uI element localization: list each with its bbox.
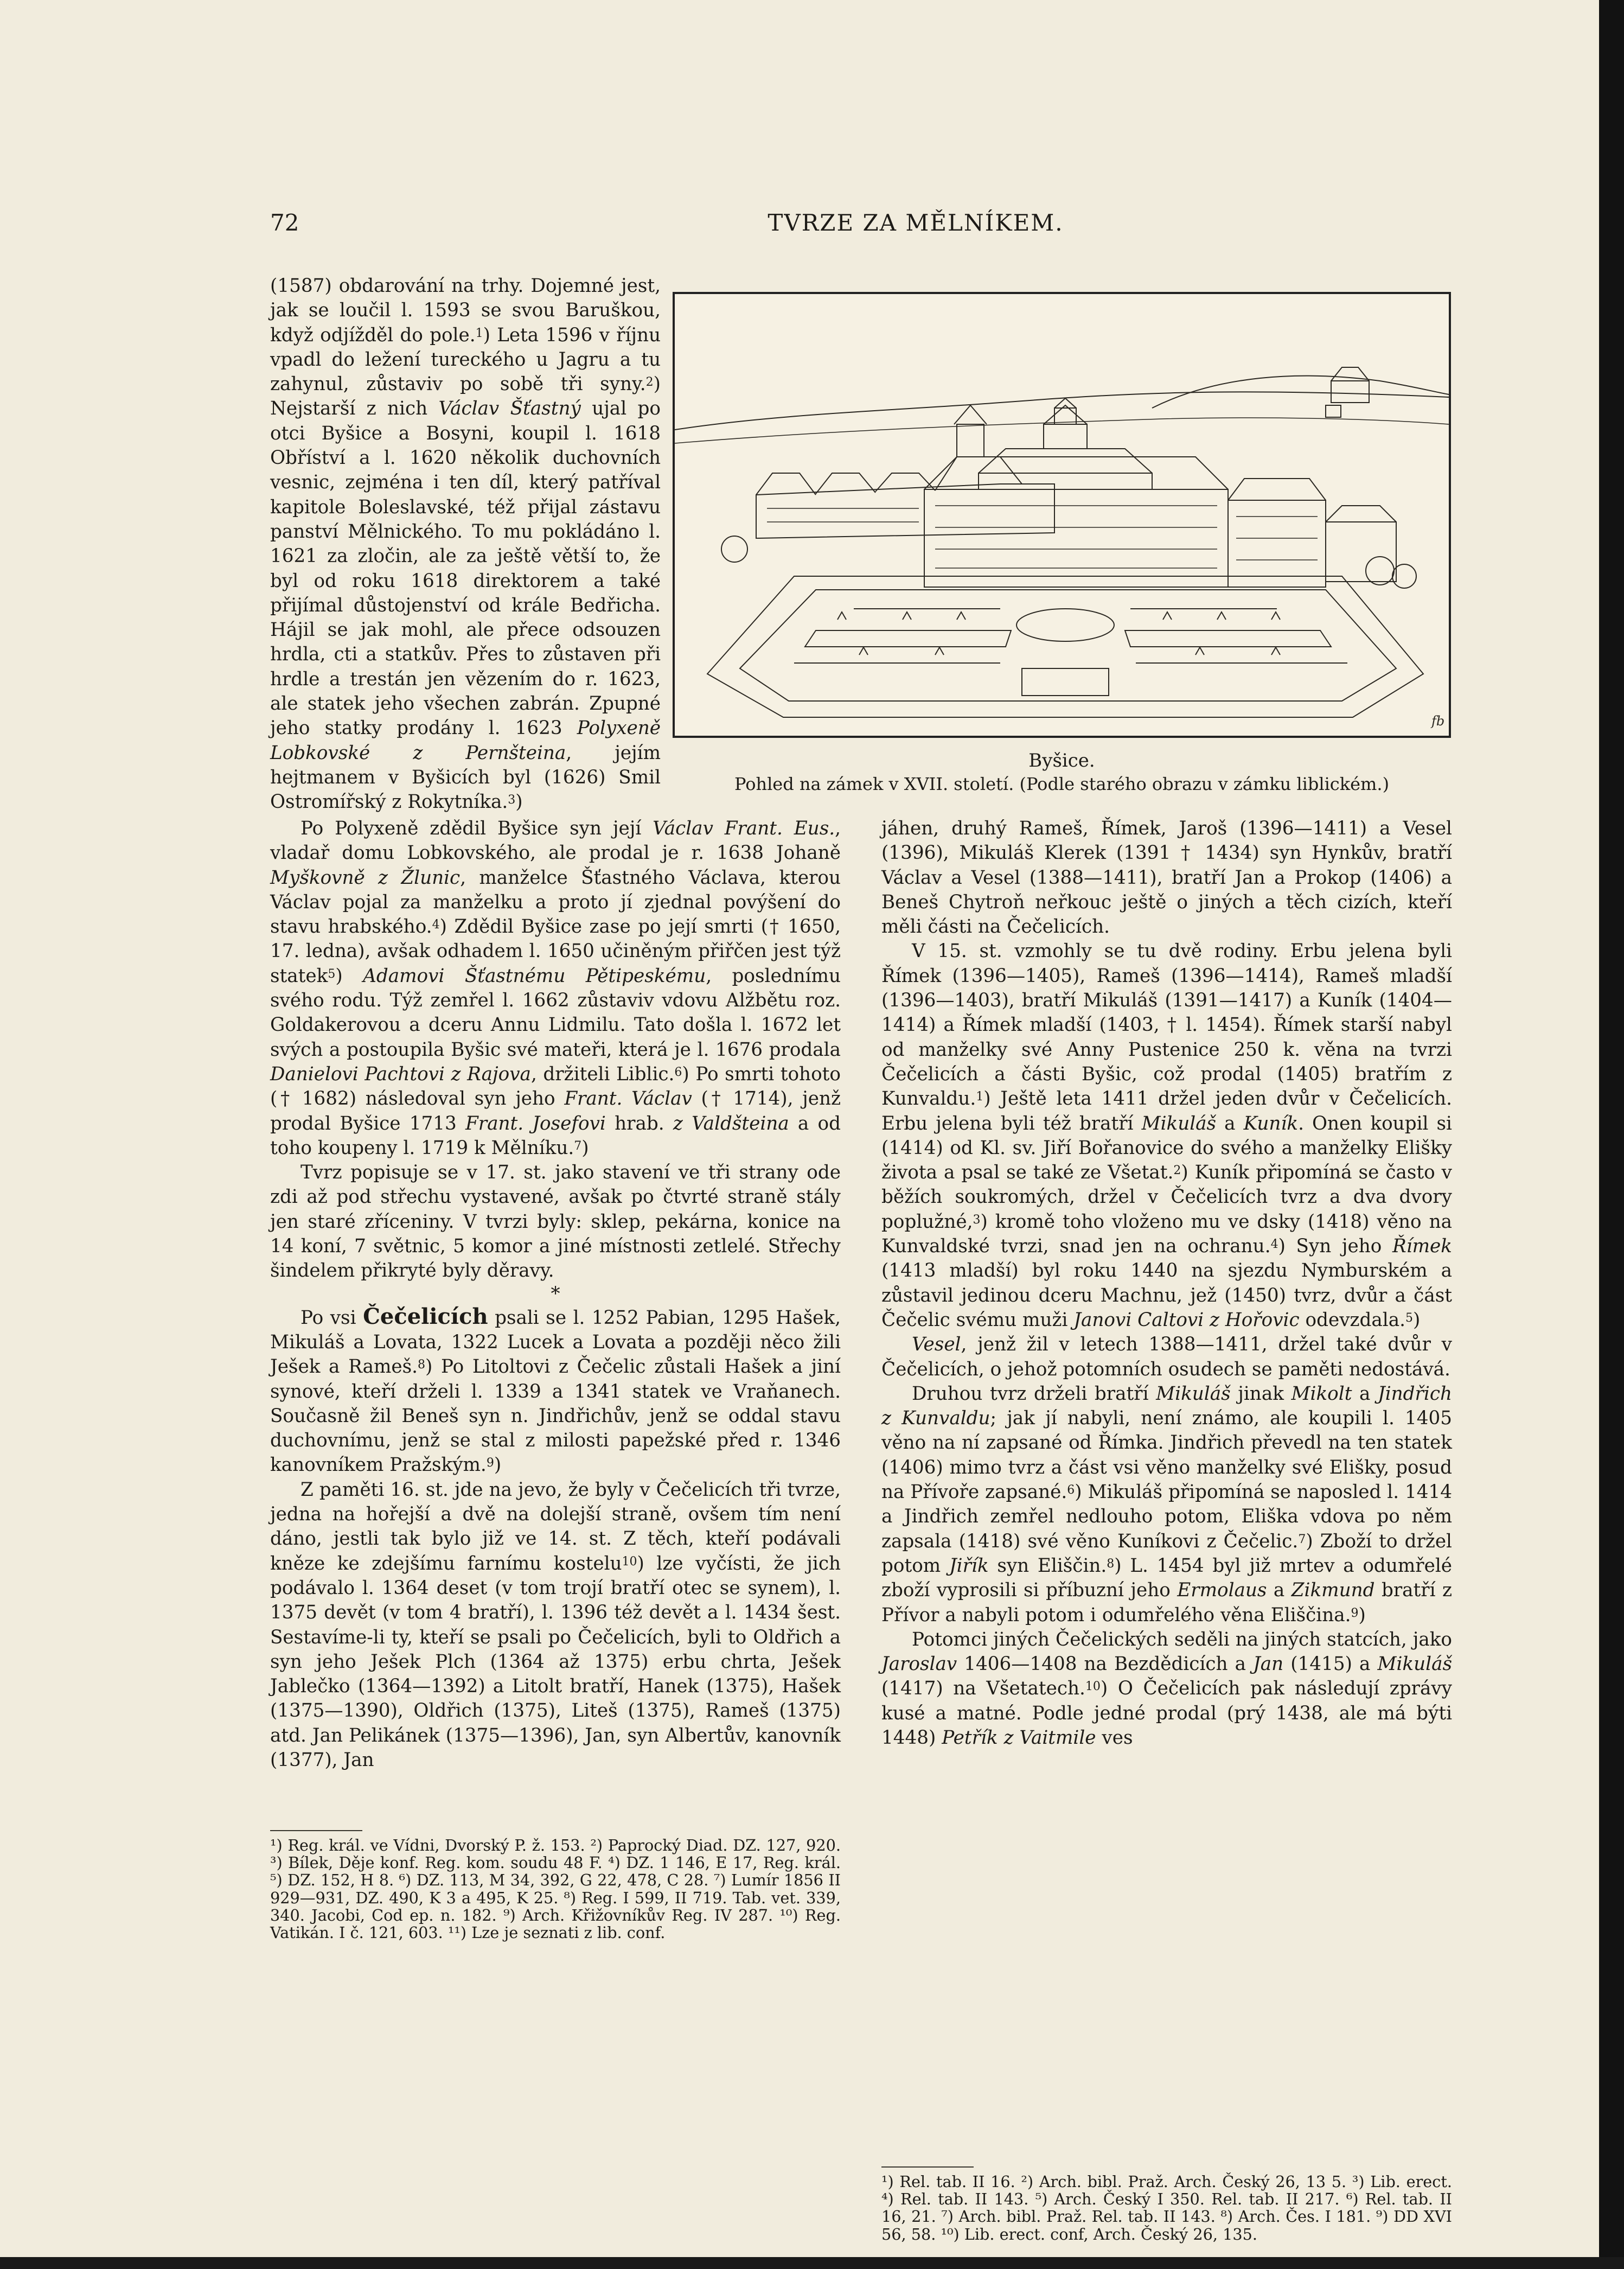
footnote-rule: [270, 1830, 362, 1831]
footnotes-right: ¹) Rel. tab. II 16. ²) Arch. bibl. Praž. Arch. Český 26, 13 5. ³) Lib. erect. ⁴) Rel. tab. II 143. ⁵) Arch. Český I 350. Rel. tab. II 217. ⁶) Rel. tab. II 16, 21. ⁷) Arch. bibl. Praž. Rel. tab. II 143. ⁸) Arch. Čes. I 181. ⁹) DD XVI 56, 58. ¹⁰) Lib. erect. conf, Arch. Český 26, 135.: [881, 2172, 1452, 2243]
figure-signature: fb: [1431, 713, 1445, 729]
paragraph: Druhou tvrz drželi bratří Mikuláš jinak Mikolt a Jindřich z Kunvaldu; jak jí nabyli, není známo, ale koupili l. 1405 věno na ní zapsané od Římka. Jindřich převedl na ten statek (1406) mimo tvrz a část vsi věno manželky své Elišky, posud na Přívoře zapsané.$^6$) Mikuláš připomíná se naposled l. 1414 a Jindřich zemřel nedlouho potom, Eliška vdova po něm zapsala (1418) své věno Kuníkovi z Čečelic.$^7$) Zboží to držel potom Jiřík syn Eliščin.$^8$) L. 1454 byl již mrtev a odumřelé zboží vyprosili si příbuzní jeho Ermolaus a Zikmund bratří z Přívor a nabyli potom i odumřelého věna Eliščina.$^9$): [881, 1382, 1453, 1626]
person-name: Václav Šťastný: [438, 398, 581, 420]
paragraph: Z paměti 16. st. jde na jevo, že byly v Čečelicích tři tvrze, jedna na hořejší a dvě na dolejší straně, ovšem tím není dáno, jestli tak bylo již ve 14. st. Z těch, kteří podávali kněze ke zdejšímu farnímu kostelu$^{10}$) lze vyčísti, že jich podávalo l. 1364 deset (v tom trojí bratří otec se synem), l. 1375 devět (v tom 4 bratří), l. 1396 též devět a l. 1434 šest. Sestavíme-li ty, kteří se psali po Čečelicích, byli to Oldřich a syn jeho Ješek Plch (1364 až 1375) erbu chrta, Ješek Jablečko (1364—1392) a Litolt bratří, Hanek (1375), Hašek (1375—1390), Oldřich (1375), Liteš (1375), Rameš (1375) atd. Jan Pelikánek (1375—1396), Jan, syn Albertův, kanovník (1377), Jan: [270, 1478, 841, 1771]
castle-engraving-icon: [675, 294, 1449, 736]
section-divider: *: [551, 1283, 560, 1305]
figure-caption: Pohled na zámek v XVII. století. (Podle starého obrazu v zámku liblickém.): [734, 774, 1390, 794]
paragraph: Po Polyxeně zdědil Byšice syn její Václav Frant. Eus., vladař domu Lobkovského, ale prodal je r. 1638 Johaně Myškovně z Žlunic, manželce Šťastného Václava, kterou Václav pojal za manželku a proto jí zjednal povýšení do stavu hrabského.$^4$) Zdědil Byšice zase po její smrti († 1650, 17. ledna), avšak odhadem l. 1650 učiněným přiřčen jest týž statek$^5$) Adamovi Šťastnému Pětipeskému, poslednímu svého rodu. Týž zemřel l. 1662 zůstaviv vdovu Alžbětu roz. Goldakerovou a dceru Annu Lidmilu. Tato došla l. 1672 let svých a postoupila Byšic své mateři, která je l. 1676 prodala Danielovi Pachtovi z Rajova, držiteli Liblic.$^6$) Po smrti tohoto († 1682) následoval syn jeho Frant. Václav († 1714), jenž prodal Byšice 1713 Frant. Josefovi hrab. z Valdšteina a od toho koupeny l. 1719 k Mělníku.$^7$): [270, 818, 841, 1159]
footnotes-left: ¹) Reg. král. ve Vídni, Dvorský P. ž. 153. ²) Paprocký Diad. DZ. 127, 920. ³) Bílek, Děje konf. Reg. kom. soudu 48 F. ⁴) DZ. 1 146, E 17, Reg. král. ⁵) DZ. 152, H 8. ⁶) DZ. 113, M 34, 392, G 22, 478, C 28. ⁷) Lumír 1856 II 929—931, DZ. 490, K 3 a 495, K 25. ⁸) Reg. I 599, II 719. Tab. vet. 339, 340. Jacobi, Cod ep. n. 182. ⁹) Arch. Křižovníkův Reg. IV 287. ¹⁰) Reg. Vatikán. I č. 121, 603. ¹¹) Lze je seznati z lib. conf.: [270, 1836, 841, 1942]
left-column-top: [270, 274, 661, 815]
paragraph: Tvrz popisuje se v 17. st. jako stavení ve tři strany ode zdi až pod střechu vystavené, avšak po čtvrté straně stály jen staré zříceniny. V tvrzi byly: sklep, pekárna, konice na 14 koní, 7 světnic, 5 komor a jiné místnosti zetlelé. Střechy šindelem přikryté byly děravy.: [270, 1162, 841, 1282]
page-header: [270, 209, 1561, 242]
paragraph: Potomci jiných Čečelických seděli na jiných statcích, jako Jaroslav 1406—1408 na Bezdědicích a Jan (1415) a Mikuláš (1417) na Všetatech.$^{10}$) O Čečelicích pak následují zprávy kusé a matné. Podle jedné prodal (prý 1438, ale má býti 1448) Petřík z Vaitmile ves: [881, 1628, 1453, 1749]
paragraph: jáhen, druhý Rameš, Římek, Jaroš (1396—1411) a Vesel (1396), Mikuláš Klerek (1391 † 1434) syn Hynkův, bratří Václav a Vesel (1388—1411), bratří Jan a Prokop (1406) a Beneš Chytroň neřkouc ještě o jiných a těch cizích, kteří měli části na Čečelicích.: [881, 818, 1452, 938]
running-title: TVRZE ZA MĚLNÍKEM.: [768, 209, 1064, 236]
paragraph: Vesel, jenž žil v letech 1388—1411, držel také dvůr v Čečelicích, o jehož potomních osudech se paměti nedostává.: [881, 1334, 1452, 1380]
castle-illustration: [673, 292, 1451, 738]
scan-bottom-edge: [0, 2257, 1624, 2269]
paragraph: Po vsi Čečelicích psali se l. 1252 Pabian, 1295 Hašek, Mikuláš a Lovata, 1322 Lucek a Lovata a později něco žili Ješek a Rameš.$^8$) Po Litoltovi z Čečelic zůstali Hašek a jiní synové, kteří drželi l. 1339 a 1341 statek ve Vraňanech. Současně žil Beneš syn n. Jindřichův, jenž se oddal stavu duchovnímu, jenž se stal z milosti papežské před r. 1346 kanovníkem Pražským.$^9$): [270, 1303, 841, 1476]
scan-edge: [1599, 0, 1624, 2269]
footnote-rule: [881, 2166, 974, 2168]
paragraph: V 15. st. vzmohly se tu dvě rodiny. Erbu jelena byli Římek (1396—1405), Rameš (1396—1414), Rameš mladší (1396—1403), bratří Mikuláš (1391—1417) a Kuník (1404—1414) a Římek mladší (1403, † l. 1454). Římek starší nabyl od manželky své Anny Pustenice 250 k. věna na tvrzi Čečelicích a části Byšic, což prodal (1405) bratřím z Kunvaldu.$^1$) Ještě leta 1411 držel jeden dvůr v Čečelicích. Erbu jelena byli též bratří Mikuláš a Kuník. Onen koupil si (1414) od Kl. sv. Jiří Bořanovice do svého a manželky Elišky života a psal se také ze Všetat.$^2$) Kuník připomíná se často v běžích soukromých, držel v Čečelicích tvrz a dva dvory poplužné,$^3$) kromě toho vloženo mu ve dsky (1418) věno na Kunvaldské tvrzi, snad jen na ochranu.$^4$) Syn jeho Římek (1413 mladší) byl roku 1440 na sjezdu Nymburském a zůstavil jedinou dceru Machnu, jež (1450) tvrz, dvůr a část Čečelic svému muži Janovi Caltovi z Hořovic odevzdala.$^5$): [881, 940, 1453, 1331]
page-number: 72: [270, 209, 299, 236]
place-name: Čečelicích: [363, 1303, 488, 1329]
left-column: [270, 817, 841, 1773]
paragraph: (1587) obdarování na trhy. Dojemné jest, jak se loučil l. 1593 se svou Baruškou, když odjížděl do pole.$^1$) Leta 1596 v říjnu vpadl do ležení tureckého u Jagru a tu zahynul, zůstaviv po sobě tři syny.$^2$) Nejstarší z nich Václav Šťastný ujal po otci Byšice a Bosyni, koupil l. 1618 Obříství a l. 1620 několik duchovních vesnic, zejména i ten díl, který patříval kapitole Boleslavské, též přijal zástavu panství Mělnického. To mu pokládáno l. 1621 za zločin, ale za ještě větší to, že byl od roku 1618 direktorem a také přijímal důstojenství od krále Bedřicha. Hájil se jak mohl, ale přece odsouzen hrdla, cti a statkův. Přes to zůstaven při hrdle a trestán jen vězením do r. 1623, ale statek jeho všechen zabrán. Zpupné jeho statky prodány l. 1623 Polyxeně Lobkovské z Pernšteina, jejím hejtmanem v Byšicích byl (1626) Smil Ostromířský z Rokytníka.$^3$): [270, 275, 661, 813]
right-column: [881, 817, 1452, 1750]
figure-caption-title: Byšice.: [1028, 750, 1095, 772]
person-name: Polyxeně Lobkovské z Pernšteina: [270, 717, 661, 764]
